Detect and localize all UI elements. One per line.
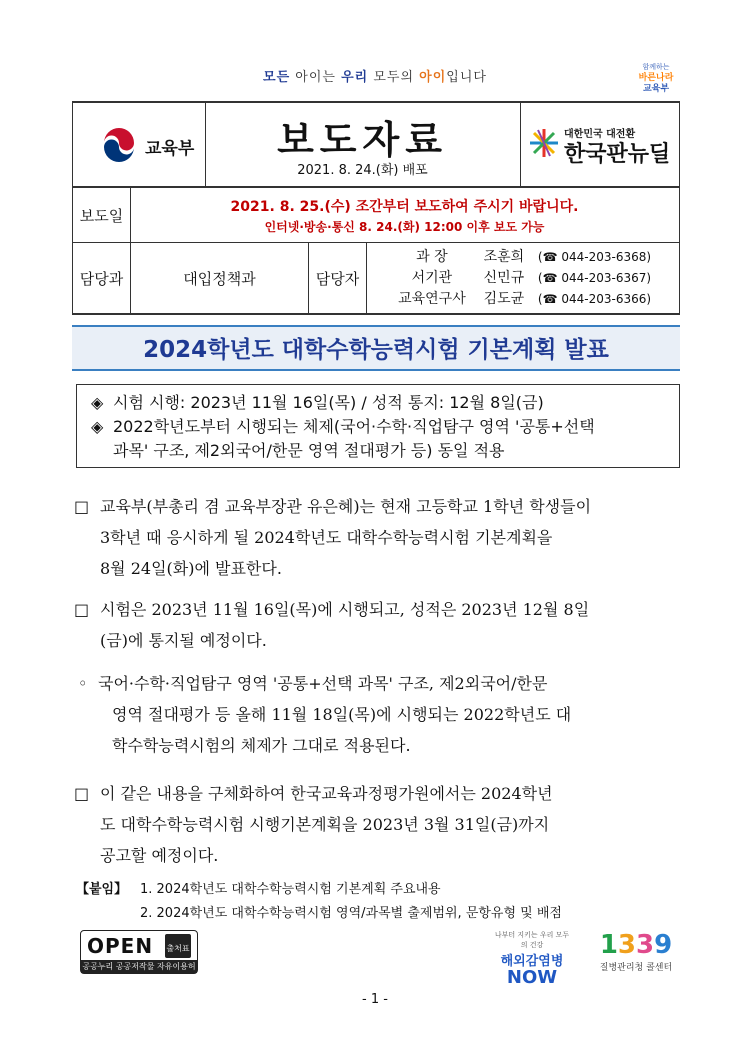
- summary-continuation: 과목' 구조, 제2외국어/한문 영역 절대평가 등) 동일 적용: [113, 441, 505, 460]
- person-label: 담당자: [309, 243, 367, 313]
- paragraph-2: □ 시험은 2023년 11월 16일(목)에 시행되고, 성적은 2023년 12월 8일 (금)에 통지될 예정이다.: [74, 600, 590, 650]
- release-label: 보도일: [73, 188, 131, 242]
- page-number: - 1 -: [362, 992, 388, 1007]
- attachment-item: 2. 2024학년도 대학수학능력시험 영역/과목별 출제범위, 문항유형 및 배점: [140, 906, 562, 921]
- summary-item: ◈ 시험 시행: 2023년 11월 16일(목) / 성적 통지: 12월 8일(금): [91, 393, 544, 412]
- attachment-item: 1. 2024학년도 대학수학능력시험 기본계획 주요내용: [140, 882, 441, 897]
- headline: 2024학년도 대학수학능력시험 기본계획 발표: [72, 325, 680, 371]
- press-release-title: 보도자료: [277, 118, 448, 162]
- contact-row: [73, 242, 679, 313]
- contact-entry: 서기관 신민규 (☎ 044-203-6367): [411, 269, 652, 286]
- contact-entry: 교육연구사 김도균 (☎ 044-203-6366): [398, 290, 652, 307]
- newdeal-star-icon: [528, 127, 560, 159]
- paragraph-3: ◦ 국어·수학·직업탐구 영역 '공통+선택 과목' 구조, 제2외국어/한문 영역 절대평가 등 올해 11월 18일(목)에 시행되는 2022학년도 대 학수학능력시험의 체제가 그대로 적용된다.: [78, 674, 572, 755]
- contact-entry: 과 장 조훈희 (☎ 044-203-6368): [416, 248, 652, 265]
- dept-label: 담당과: [73, 243, 131, 313]
- dept-name: 대입정책과: [131, 243, 309, 313]
- overseas-disease-now-logo: 나부터 지키는 우리 모두의 건강 해외감염병 NOW: [494, 931, 570, 988]
- attribution-icon: 출처표시: [165, 934, 191, 958]
- summary-box: [76, 384, 680, 468]
- kdca-1339-logo: 1339 질병관리청 콜센터: [599, 930, 673, 973]
- press-info-table: [72, 187, 680, 315]
- newdeal-logo: 대한민국 대전환 한국판뉴딜: [520, 103, 678, 186]
- attachments: 【붙임】 1. 2024학년도 대학수학능력시험 기본계획 주요내용 2. 2024학년도 대학수학능력시험 영역/과목별 출제범위, 문항유형 및 배점: [76, 878, 562, 926]
- release-text: 2021. 8. 25.(수) 조간부터 보도하여 주시기 바랍니다. 인터넷·방송·통신 8. 24.(화) 12:00 이후 보도 가능: [230, 198, 579, 234]
- release-row: [73, 187, 679, 242]
- slogan: 모든 아이는 우리 모두의 아이입니다: [263, 70, 487, 85]
- paragraph-4: □ 이 같은 내용을 구체화하여 한국교육과정평가원에서는 2024학년 도 대학수학능력시험 시행기본계획을 2023년 3월 31일(금)까지 공고할 예정이다.: [74, 784, 553, 865]
- contact-list: [367, 243, 678, 313]
- kogl-open-logo: OPEN 출처표시 공공누리 공공저작물 자유이용허락: [80, 930, 198, 974]
- press-header: [72, 101, 680, 187]
- paragraph-1: □ 교육부(부총리 겸 교육부장관 유은혜)는 현재 고등학교 1학년 학생들이 3학년 때 응시하게 될 2024학년도 대학수학능력시험 기본계획을 8월 24일(화)에 발표한다.: [74, 497, 592, 578]
- taegeuk-emblem-icon: [99, 125, 139, 165]
- ministry-name: 교육부: [145, 139, 195, 159]
- moe-mini-logo: 함께하는 바른나라 교육부: [638, 63, 674, 94]
- summary-item: ◈ 2022학년도부터 시행되는 체제(국어·수학·직업탐구 영역 '공통+선택: [91, 417, 595, 436]
- title-cell: [205, 103, 521, 186]
- distribution-date: 2021. 8. 24.(화) 배포: [297, 163, 428, 178]
- ministry-cell: [73, 103, 206, 186]
